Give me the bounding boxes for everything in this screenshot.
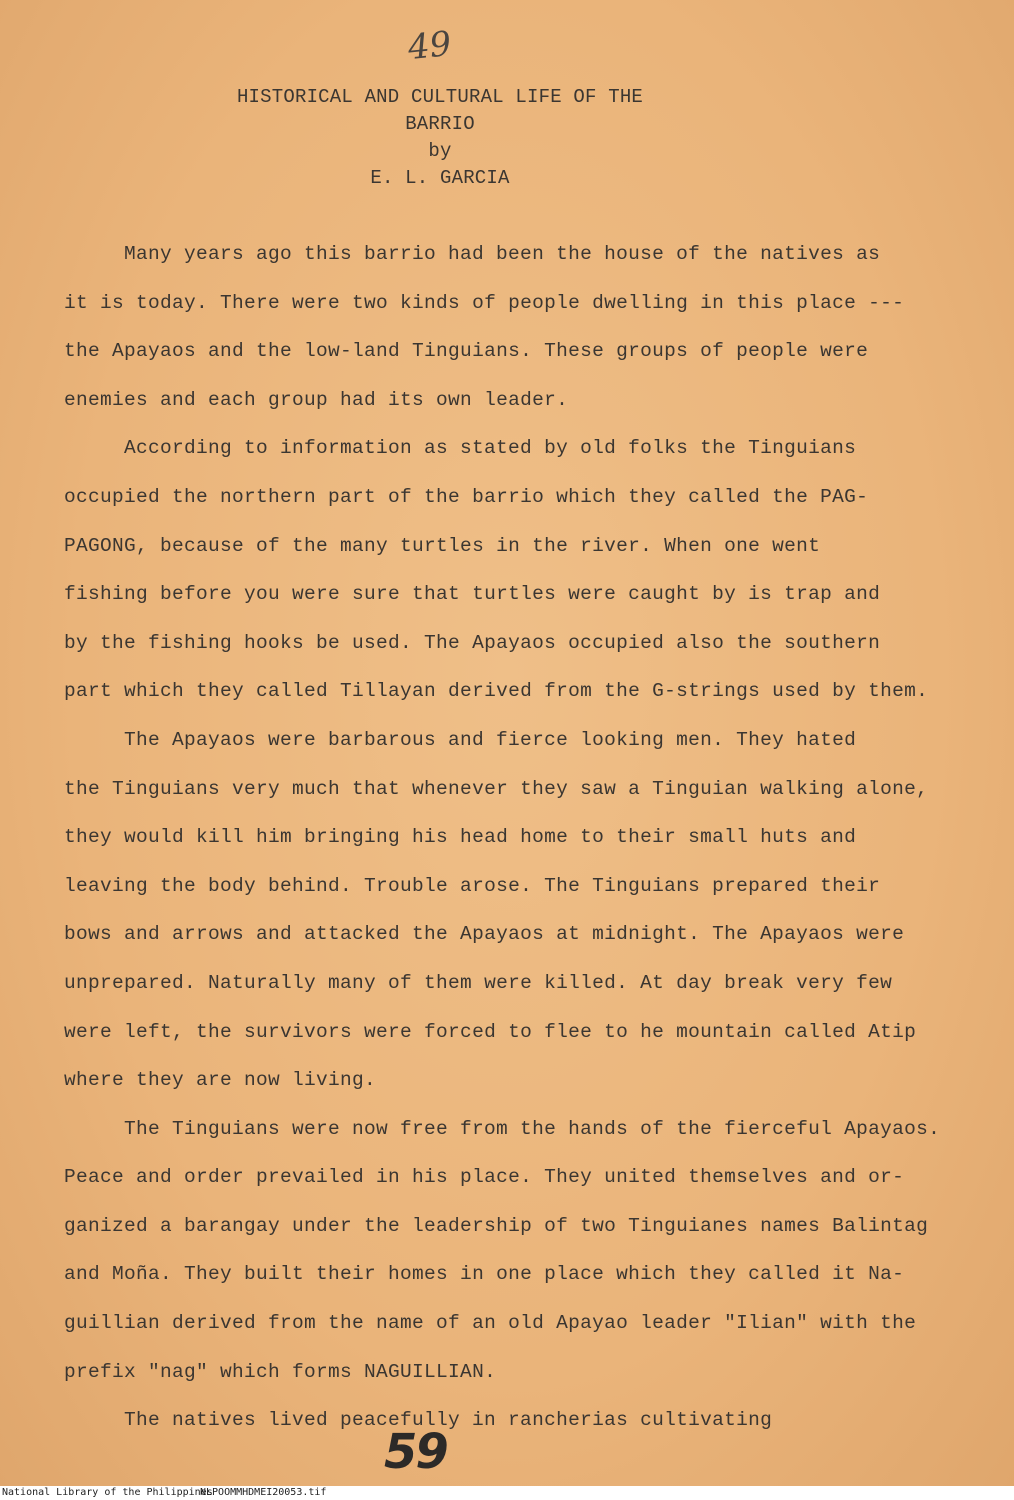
text-line: leaving the body behind. Trouble arose. The Tinguians prepared their	[64, 874, 881, 897]
text-line: guillian derived from the name of an old Apayao leader "Ilian" with the	[64, 1312, 917, 1335]
text-line: occupied the northern part of the barrio which they called the PAG-	[64, 485, 869, 508]
text-line: the Tinguians very much that whenever they saw a Tinguian walking alone,	[64, 777, 929, 800]
text-line: it is today. There were two kinds of people dwelling in this place ---	[64, 291, 905, 314]
text-line: were left, the survivors were forced to flee to he mountain called Atip	[64, 1020, 917, 1043]
text-line: part which they called Tillayan derived from the G-strings used by them.	[64, 680, 929, 703]
library-credit: National Library of the Philippines	[2, 1487, 213, 1498]
paragraph-2	[64, 424, 964, 716]
text-line: PAGONG, because of the many turtles in the river. When one went	[64, 534, 821, 557]
title-line-1: HISTORICAL AND CULTURAL LIFE OF THE	[236, 86, 644, 108]
text-line: enemies and each group had its own leader.	[64, 388, 569, 411]
text-line: The natives lived peacefully in rancherias cultivating	[124, 1409, 773, 1432]
text-line: by the fishing hooks be used. The Apayaos occupied also the southern	[64, 631, 881, 654]
text-line: prefix "nag" which forms NAGUILLIAN.	[64, 1360, 497, 1383]
title-line-2: BARRIO	[405, 113, 475, 135]
text-line: The Apayaos were barbarous and fierce looking men. They hated	[124, 728, 857, 751]
handwritten-page-number: 49	[406, 23, 454, 69]
author-line: E. L. GARCIA	[370, 167, 510, 189]
title-line-3: by	[428, 140, 452, 162]
text-line: fishing before you were sure that turtles were caught by is trap and	[64, 583, 881, 606]
text-line: they would kill him bringing his head home to their small huts and	[64, 826, 857, 849]
text-line: Many years ago this barrio had been the house of the natives as	[124, 243, 881, 265]
text-line: where they are now living.	[64, 1069, 377, 1092]
stamped-page-number: 59	[384, 1424, 447, 1480]
paragraph-4	[64, 1105, 964, 1397]
scan-footer	[0, 1486, 1014, 1500]
document-body	[64, 230, 964, 1445]
text-line: Peace and order prevailed in his place. They united themselves and or-	[64, 1166, 905, 1189]
text-line: According to information as stated by old folks the Tinguians	[124, 437, 857, 460]
paragraph-5	[64, 1396, 964, 1445]
text-line: unprepared. Naturally many of them were killed. At day break very few	[64, 971, 893, 994]
text-line: The Tinguians were now free from the hands of the fierceful Apayaos.	[124, 1117, 941, 1140]
paragraph-1	[64, 230, 964, 424]
file-identifier: NLPOOMMHDMEI20053.tif	[200, 1487, 327, 1498]
document-title	[0, 84, 880, 192]
text-line: and Moña. They built their homes in one place which they called it Na-	[64, 1263, 905, 1286]
paragraph-3	[64, 716, 964, 1105]
text-line: bows and arrows and attacked the Apayaos at midnight. The Apayaos were	[64, 923, 905, 946]
text-line: the Apayaos and the low-land Tinguians. These groups of people were	[64, 340, 869, 363]
text-line: ganized a barangay under the leadership of two Tinguianes names Balintag	[64, 1214, 929, 1237]
